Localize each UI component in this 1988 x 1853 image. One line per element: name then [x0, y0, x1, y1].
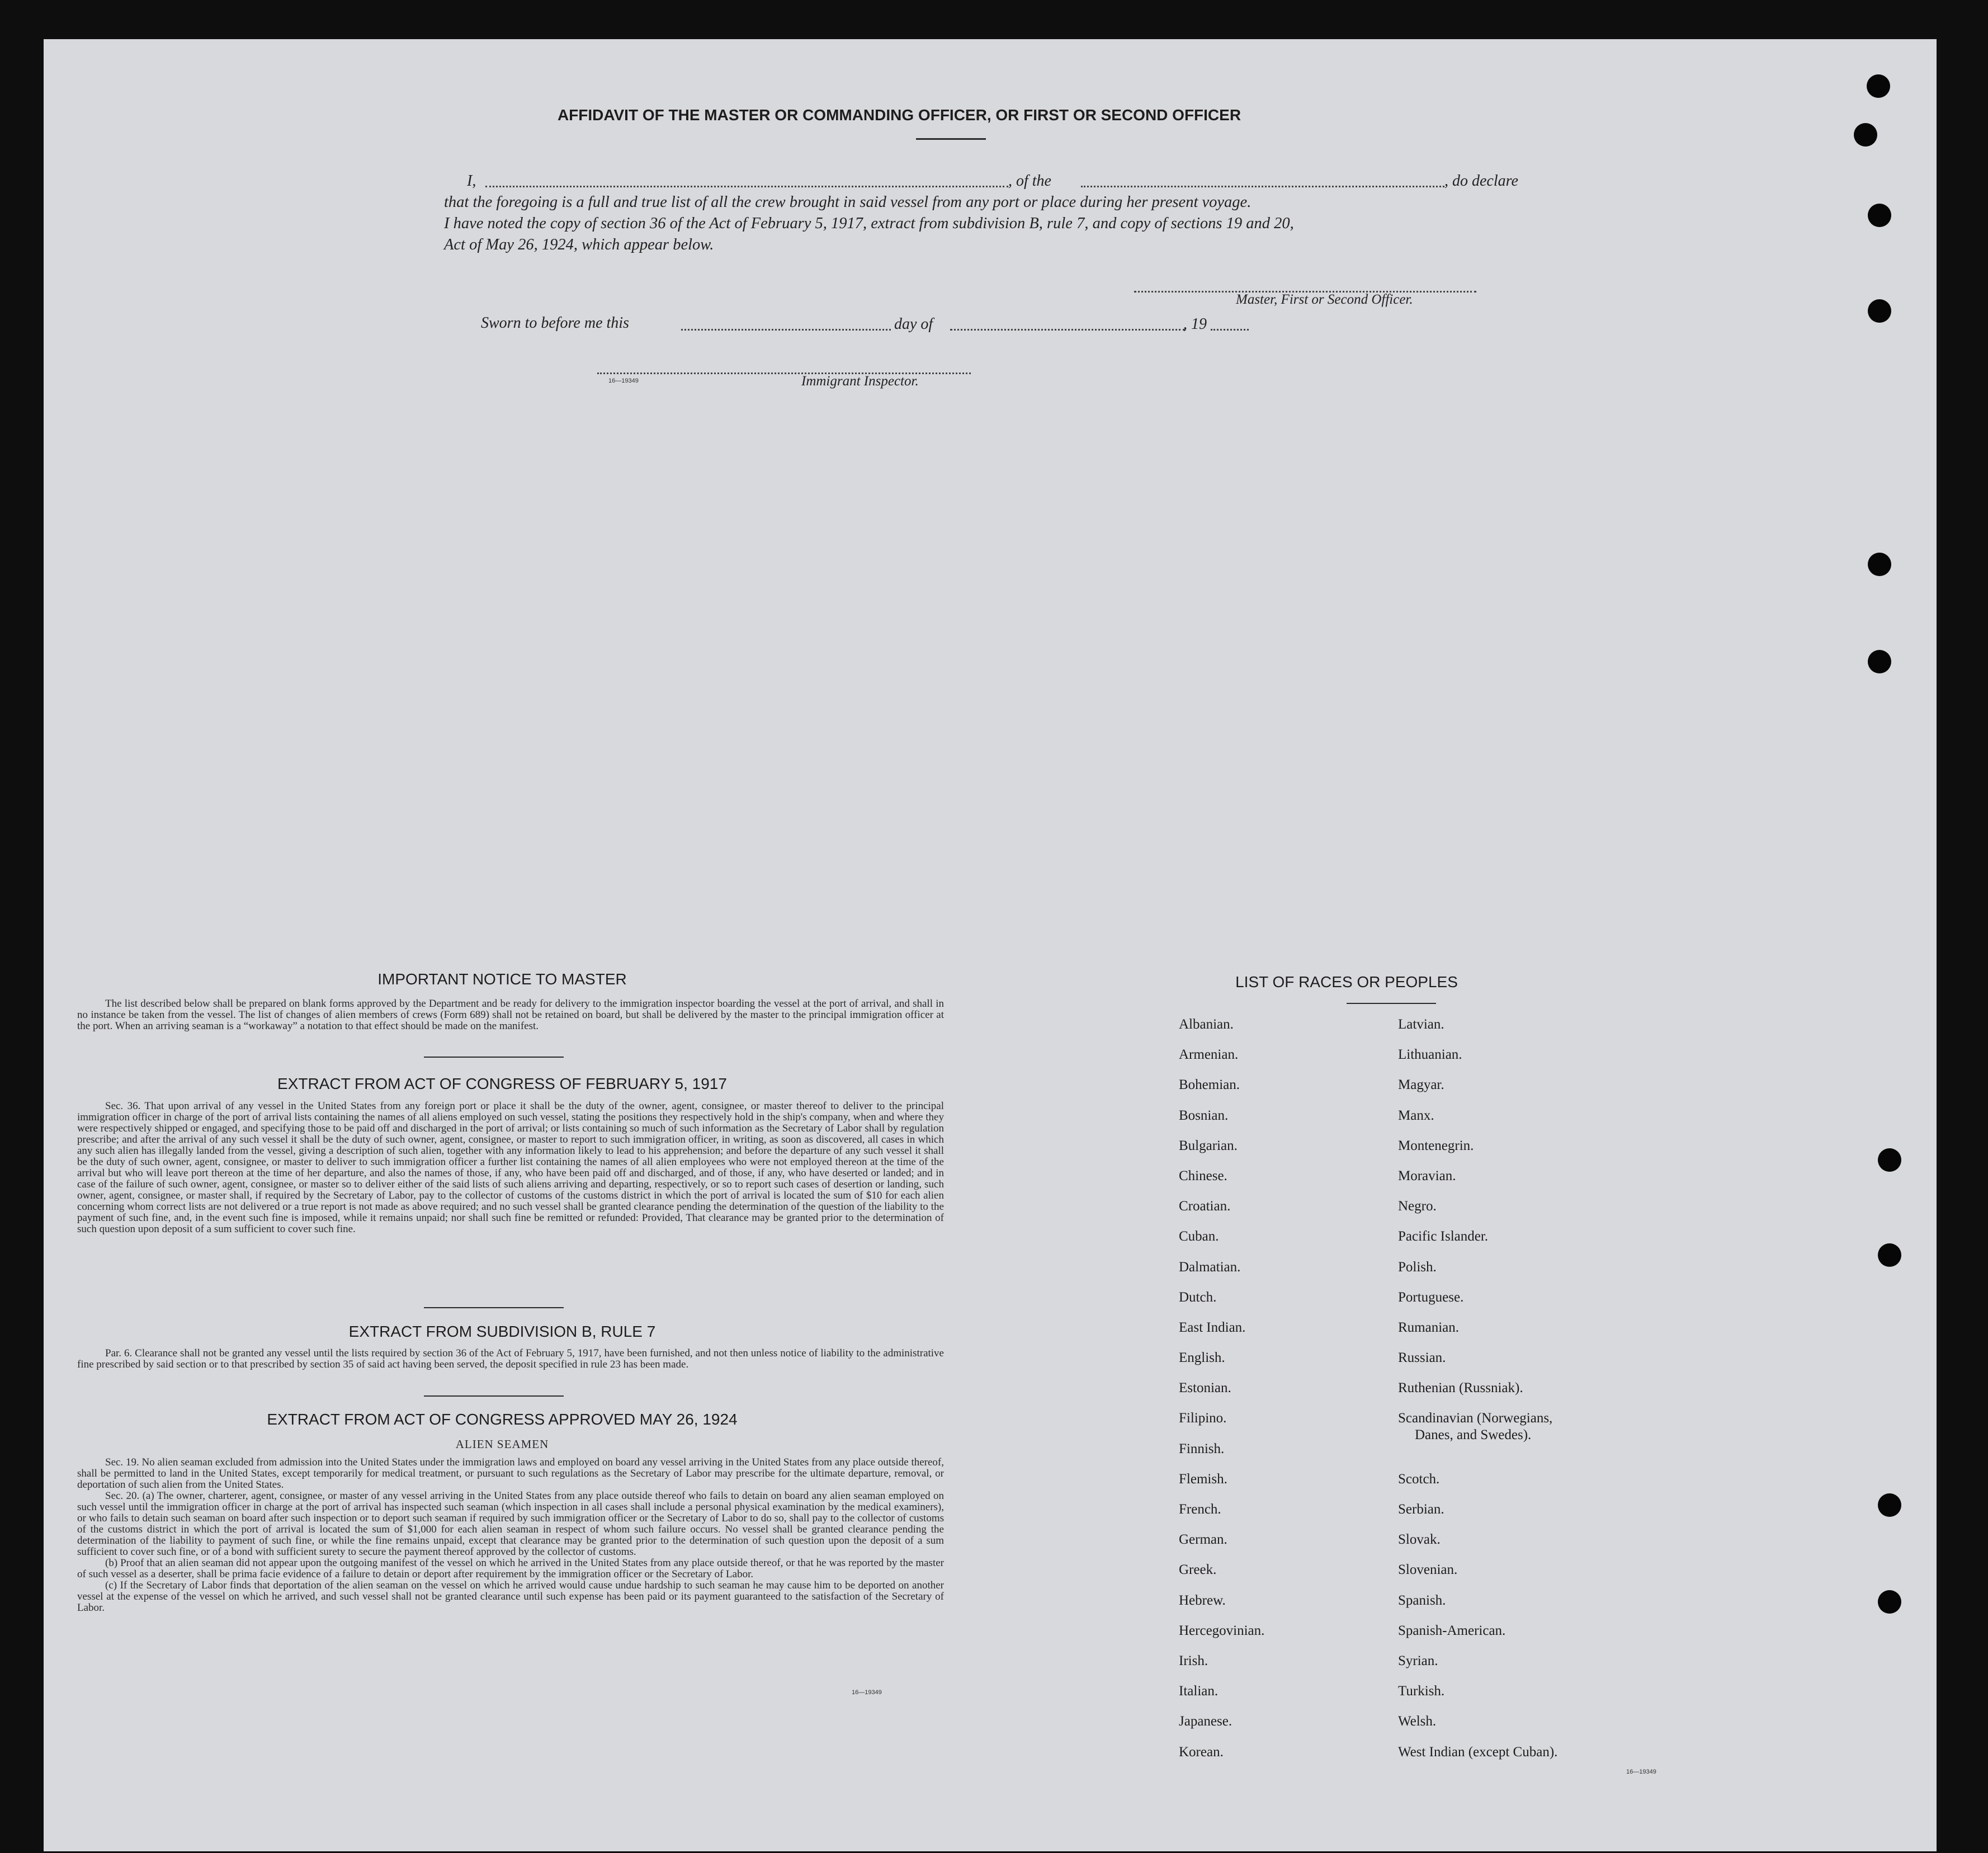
sec-19-paragraph: Sec. 19. No alien seaman excluded from admission into the United States under the immigration laws and employed on board any vessel arriving in the United States from any place outside thereof, shall be permitted to land in the United States, except temporarily for medical treatment, or pursuant to such regulations as the Secretary of Labor may prescribe for the ultimate departure, removal, or deportation of such alien from the United States. — [77, 1456, 944, 1491]
form-number: 16—19349 — [608, 378, 639, 384]
race-item: Irish. — [1179, 1653, 1208, 1668]
binder-hole — [1878, 1243, 1901, 1267]
race-item: West Indian (except Cuban). — [1398, 1744, 1558, 1760]
par-6-paragraph: Par. 6. Clearance shall not be granted any vessel until the lists required by section 36 of the Act of February 5, 1917, have been furnished, and not then unless notice of liability to the administrative fine prescribed by said section or to that prescribed by section 35 of said act having been served, the deposit specified in rule 23 has been made. — [77, 1347, 944, 1370]
race-item: Croatian. — [1179, 1199, 1231, 1214]
race-item: Magyar. — [1398, 1077, 1444, 1093]
race-item: Syrian. — [1398, 1653, 1438, 1668]
sec-20c-paragraph: (c) If the Secretary of Labor finds that deportation of the alien seaman on the vessel on which he arrived would cause undue hardship to such seaman he may cause him to be deported on another vessel at the expense of the vessel on which he arrived, and such vessel shall not be granted clearance until such expense has been paid or its payment guaranteed to the satisfaction of the Secretary of Labor. — [77, 1579, 944, 1614]
races-left-column — [1179, 1010, 1264, 1767]
race-item: Pacific Islander. — [1398, 1229, 1489, 1244]
sec-36-paragraph: Sec. 36. That upon arrival of any vessel in the United States from any foreign port or place it shall be the duty of the owner, agent, consignee, or master thereof to deliver to the principal immigration officer in charge of the port of arrival lists containing the names of all aliens employed on such vessel, stating the positions they respectively hold in the ship's company, when and where they were respectively shipped or engaged, and specifying those to be paid off and discharged in the port of arrival; or lists containing so much of such information as the Secretary of Labor shall by regulation prescribe; and after the arrival of any such vessel it shall be the duty of such owner, agent, consignee, or master to report to such immigration officer, in writing, as soon as discovered, all cases in which any such alien has illegally landed from the vessel, giving a description of such alien, together with any information likely to lead to his apprehension; and before the departure of any such vessel it shall be the duty of such owner, agent, consignee, or master to deliver to such immigration officer a further list containing the names of all alien employees who were not employed thereon at the time of the arrival but who will leave port thereon at the time of her departure, and also the names of those, if any, who have been paid off and discharged, and of those, if any, who have deserted or landed; and in case of the failure of such owner, agent, consignee, or master so to deliver either of the said lists of such aliens arriving and departing, respectively, or so to report such cases of desertion or landing, such owner, agent, consignee, or master shall, if required by the Secretary of Labor, pay to the collector of customs of the customs district in which the port of arrival is located the sum of $10 for each alien concerning whom correct lists are not delivered or a true report is not made as above required; and no such vessel shall be granted clearance pending the determination of the question of the liability to the payment of such fine, and, in the event such fine is imposed, while it remains unpaid; nor shall such fine be remitted or refunded: Provided, That clearance may be granted prior to the determination of such question upon deposit of a sum sufficient to cover such fine. — [77, 1100, 944, 1235]
race-item: Scotch. — [1398, 1471, 1440, 1487]
race-item: Spanish. — [1398, 1592, 1446, 1608]
sworn-text: Sworn to before me this — [481, 314, 629, 332]
race-item: Cuban. — [1179, 1229, 1219, 1244]
race-item: East Indian. — [1179, 1319, 1246, 1335]
race-item: German. — [1179, 1532, 1227, 1548]
race-item: Montenegrin. — [1398, 1138, 1474, 1153]
race-item: Bulgarian. — [1179, 1138, 1238, 1153]
binder-hole — [1878, 1590, 1901, 1614]
affidavit-line-2: that the foregoing is a full and true list of all the crew brought in said vessel from any port or place during her present voyage. — [444, 194, 1252, 211]
form-number: 16—19349 — [1626, 1769, 1656, 1775]
race-item: Bohemian. — [1179, 1077, 1240, 1093]
inspector-label: Immigrant Inspector. — [801, 374, 919, 389]
form-number: 16—19349 — [852, 1689, 882, 1696]
sec-20a-paragraph: Sec. 20. (a) The owner, charterer, agent, consignee, or master of any vessel arriving in the United States from any place outside thereof who fails to detain on board any alien seaman employed on such vessel until the immigration officer in charge at the port of arrival has inspected such seaman (which inspection in all cases shall include a personal physical examination by the medical examiners), or who fails to detain such seaman on board after such inspection or to deport such seaman if required by such immigration officer or the Secretary of Labor to do so, shall pay to the collector of customs of the customs district in which the port of arrival is located the sum of $1,000 for each alien seaman in respect of whom such failure occurs. No vessel shall be granted clearance pending the determination of the liability to payment of such fine, or while the fine remains unpaid, except that clearance may be granted prior to the determination of such question upon the deposit of a sum sufficient to cover such fine, or of a bond with sufficient surety to secure the payment thereof approved by the collector of customs. — [77, 1490, 944, 1558]
affidavit-line-4: Act of May 26, 1924, which appear below. — [444, 236, 714, 253]
race-item: Slovak. — [1398, 1532, 1441, 1548]
day-of-text: day of — [894, 315, 933, 333]
section-divider — [424, 1057, 564, 1058]
races-title: LIST OF RACES OR PEOPLES — [1235, 973, 1458, 991]
year-prefix: , 19 — [1183, 315, 1207, 333]
binder-hole — [1868, 553, 1891, 576]
race-item: French. — [1179, 1502, 1221, 1517]
race-item: Dalmatian. — [1179, 1259, 1241, 1275]
race-item: Korean. — [1179, 1744, 1224, 1760]
extract-rule7-text — [77, 1348, 944, 1370]
race-item: Filipino. — [1179, 1411, 1227, 1426]
race-item: Hercegovinian. — [1179, 1623, 1265, 1638]
race-item: Turkish. — [1398, 1684, 1445, 1699]
vessel-name-field[interactable] — [1081, 186, 1444, 187]
race-item: Moravian. — [1398, 1168, 1456, 1184]
notice-title: IMPORTANT NOTICE TO MASTER — [377, 970, 627, 988]
race-item: Spanish-American. — [1398, 1623, 1506, 1638]
race-item: Lithuanian. — [1398, 1047, 1462, 1063]
race-item: Albanian. — [1179, 1017, 1234, 1032]
notice-text — [77, 998, 944, 1032]
race-item: Serbian. — [1398, 1502, 1444, 1517]
race-item: Finnish. — [1179, 1441, 1225, 1456]
binder-hole — [1878, 1148, 1901, 1172]
race-item: Italian. — [1179, 1684, 1219, 1699]
title-divider — [916, 138, 986, 140]
affidavit-declare: , do declare — [1444, 172, 1518, 190]
extract-1917-text — [77, 1101, 944, 1235]
affidavit-i: I, — [467, 172, 476, 190]
race-item: Scandinavian (Norwegians, — [1398, 1411, 1553, 1426]
race-item: Bosnian. — [1179, 1107, 1229, 1123]
race-item: Manx. — [1398, 1107, 1434, 1123]
notice-paragraph: The list described below shall be prepared on blank forms approved by the Department and be ready for delivery to the immigration inspector boarding the vessel at the port of arrival, and shall in no instance be taken from the vessel. The list of changes of alien members of crews (Form 689) shall not be retained on board, but shall be delivered by the master to the principal immigration officer at the port. When an arriving seaman is a “workaway” a notation to that effect should be made on the manifest. — [77, 998, 944, 1032]
race-item: Flemish. — [1179, 1471, 1227, 1487]
races-title-divider — [1347, 1003, 1436, 1004]
sworn-month-field[interactable] — [950, 329, 1185, 331]
binder-hole — [1868, 650, 1891, 673]
alien-seamen-subtitle: ALIEN SEAMEN — [455, 1437, 549, 1451]
extract-1917-title: EXTRACT FROM ACT OF CONGRESS OF FEBRUARY 5, 1917 — [277, 1075, 727, 1092]
sworn-year-field[interactable] — [1211, 329, 1249, 331]
affidavit-title: AFFIDAVIT OF THE MASTER OR COMMANDING OFFICER, OR FIRST OR SECOND OFFICER — [557, 106, 1241, 124]
binder-hole — [1878, 1493, 1901, 1517]
binder-hole — [1867, 74, 1890, 98]
races-right-column — [1398, 1010, 1557, 1767]
race-item: English. — [1179, 1350, 1225, 1366]
race-item: Rumanian. — [1398, 1319, 1460, 1335]
extract-1924-title: EXTRACT FROM ACT OF CONGRESS APPROVED MAY 26, 1924 — [267, 1411, 738, 1428]
race-item: Estonian. — [1179, 1380, 1231, 1396]
race-item: Polish. — [1398, 1259, 1437, 1275]
binder-hole — [1868, 299, 1891, 323]
race-item: Latvian. — [1398, 1017, 1444, 1032]
declarant-name-field[interactable] — [485, 186, 1008, 187]
race-item: Armenian. — [1179, 1047, 1239, 1063]
form-sheet — [44, 39, 1937, 1851]
race-item: Japanese. — [1179, 1714, 1233, 1729]
race-item: Russian. — [1398, 1350, 1446, 1366]
race-item: Greek. — [1179, 1562, 1217, 1578]
extract-rule7-title: EXTRACT FROM SUBDIVISION B, RULE 7 — [348, 1323, 656, 1340]
race-item: Slovenian. — [1398, 1562, 1458, 1578]
affidavit-line-3: I have noted the copy of section 36 of the Act of February 5, 1917, extract from subdivision B, rule 7, and copy of sections 19 and 20, — [444, 215, 1294, 232]
sworn-day-field[interactable] — [681, 329, 891, 331]
section-divider — [424, 1307, 564, 1308]
race-item: Negro. — [1398, 1199, 1437, 1214]
race-item: Dutch. — [1179, 1289, 1217, 1305]
binder-hole — [1868, 204, 1891, 227]
extract-1924-text — [77, 1457, 944, 1614]
affidavit-of-the: , of the — [1008, 172, 1051, 190]
race-item: Portuguese. — [1398, 1289, 1464, 1305]
master-signature-label: Master, First or Second Officer. — [1236, 292, 1413, 307]
race-item: Hebrew. — [1179, 1592, 1226, 1608]
binder-hole — [1854, 123, 1877, 147]
race-item: Ruthenian (Russniak). — [1398, 1380, 1523, 1396]
race-item: Welsh. — [1398, 1714, 1437, 1729]
sec-20b-paragraph: (b) Proof that an alien seaman did not appear upon the outgoing manifest of the vessel on which he arrived in the United States from any place outside thereof, or that he was reported by the master of such vessel as a deserter, shall be prima facie evidence of a failure to detain or deport after requirement by the immigration officer or the Secretary of Labor. — [77, 1557, 944, 1580]
section-divider — [424, 1395, 564, 1397]
race-item: Danes, and Swedes). — [1415, 1427, 1532, 1443]
race-item: Chinese. — [1179, 1168, 1227, 1184]
